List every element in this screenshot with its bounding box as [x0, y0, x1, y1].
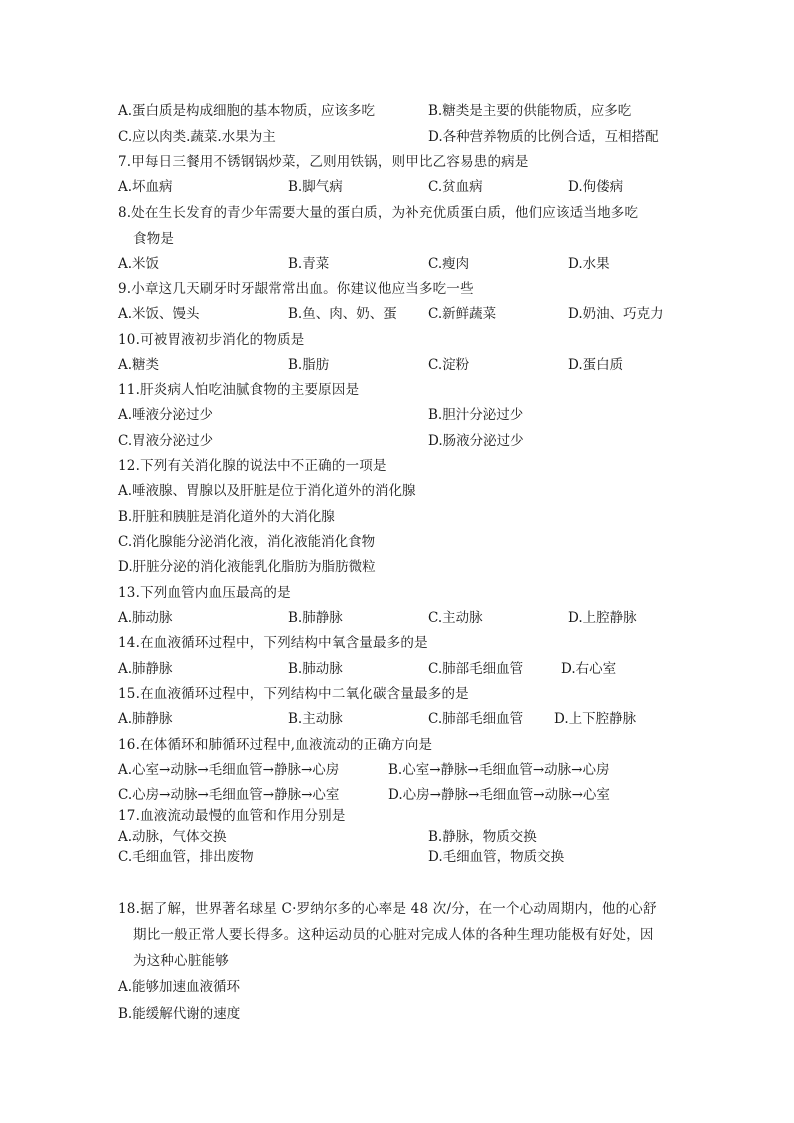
q9-option-c: C.新鲜蔬菜 — [428, 306, 497, 322]
q17-option-d: D.毛细血管，物质交换 — [428, 849, 565, 865]
q12-option-b: B.肝脏和胰脏是消化道外的大消化腺 — [118, 509, 335, 525]
q14-option-c: C.肺部毛细血管 — [428, 661, 524, 677]
q7-option-d: D.佝偻病 — [568, 179, 624, 195]
q7-option-c: C.贫血病 — [428, 179, 483, 195]
q17-option-a: A.动脉，气体交换 — [118, 829, 227, 845]
q8-option-a: A.米饭 — [118, 256, 160, 272]
q11-option-d: D.肠液分泌过少 — [428, 433, 524, 449]
q18-option-b: B.能缓解代谢的速度 — [118, 1006, 241, 1022]
q7-stem: 7.甲每日三餐用不锈钢锅炒菜，乙则用铁锅，则甲比乙容易患的病是 — [118, 154, 529, 170]
q15-option-d: D.上下腔静脉 — [554, 711, 637, 727]
q14-stem: 14.在血液循环过程中，下列结构中氧含量最多的是 — [118, 635, 428, 651]
q16-option-a: A.心室→动脉→毛细血管→静脉→心房 — [118, 762, 340, 778]
q13-option-a: A.肺动脉 — [118, 610, 173, 626]
q6-option-d: D.各种营养物质的比例合适，互相搭配 — [428, 129, 659, 145]
q12-option-a: A.唾液腺、胃腺以及肝脏是位于消化道外的消化腺 — [118, 483, 416, 499]
q10-option-d: D.蛋白质 — [568, 357, 624, 373]
q8-stem-line2: 食物是 — [133, 231, 175, 247]
q6-option-c: C.应以肉类.蔬菜.水果为主 — [118, 129, 276, 145]
q10-option-c: C.淀粉 — [428, 357, 470, 373]
q11-option-a: A.唾液分泌过少 — [118, 407, 214, 423]
q15-stem: 15.在血液循环过程中，下列结构中二氧化碳含量最多的是 — [118, 686, 469, 702]
q15-option-a: A.肺静脉 — [118, 711, 173, 727]
q13-option-b: B.肺静脉 — [288, 610, 343, 626]
q11-stem: 11.肝炎病人怕吃油腻食物的主要原因是 — [118, 382, 360, 398]
q10-stem: 10.可被胃液初步消化的物质是 — [118, 332, 305, 348]
q12-stem: 12.下列有关消化腺的说法中不正确的一项是 — [118, 458, 387, 474]
q13-option-c: C.主动脉 — [428, 610, 483, 626]
q11-option-c: C.胃液分泌过少 — [118, 433, 214, 449]
q17-stem: 17.血液流动最慢的血管和作用分别是 — [118, 808, 346, 824]
q9-stem: 9.小章这几天刷牙时牙龈常常出血。你建议他应当多吃一些 — [118, 281, 474, 297]
q18-stem-line3: 为这种心脏能够 — [133, 953, 229, 969]
q10-option-b: B.脂肪 — [288, 357, 330, 373]
q12-option-c: C.消化腺能分泌消化液，消化液能消化食物 — [118, 534, 376, 550]
q14-option-d: D.右心室 — [561, 661, 617, 677]
q9-option-b: B.鱼、肉、奶、蛋 — [288, 306, 397, 322]
q12-option-d: D.肝脏分泌的消化液能乳化脂肪为脂肪微粒 — [118, 559, 376, 575]
q11-option-b: B.胆汁分泌过少 — [428, 407, 524, 423]
q8-option-d: D.水果 — [568, 256, 610, 272]
q8-option-c: C.瘦肉 — [428, 256, 470, 272]
q8-stem-line1: 8.处在生长发育的青少年需要大量的蛋白质，为补充优质蛋白质，他们应该适当地多吃 — [118, 205, 639, 221]
q15-option-b: B.主动脉 — [288, 711, 343, 727]
q18-stem-line2: 期比一般正常人要长得多。这种运动员的心脏对完成人体的各种生理功能极有好处，因 — [133, 927, 654, 943]
q9-option-d: D.奶油、巧克力 — [568, 306, 664, 322]
q14-option-b: B.肺动脉 — [288, 661, 343, 677]
q6-option-b: B.糖类是主要的供能物质，应多吃 — [428, 103, 632, 119]
q16-option-c: C.心房→动脉→毛细血管→静脉→心室 — [118, 787, 340, 803]
q18-option-a: A.能够加速血液循环 — [118, 979, 241, 995]
q13-stem: 13.下列血管内血压最高的是 — [118, 585, 291, 601]
q7-option-b: B.脚气病 — [288, 179, 343, 195]
q13-option-d: D.上腔静脉 — [568, 610, 637, 626]
q6-option-a: A.蛋白质是构成细胞的基本物质，应该多吃 — [118, 103, 376, 119]
q14-option-a: A.肺静脉 — [118, 661, 173, 677]
q18-stem-line1: 18.据了解，世界著名球星 C·罗纳尔多的心率是 48 次/分，在一个心动周期内，他的心舒 — [118, 901, 657, 917]
q9-option-a: A.米饭、馒头 — [118, 306, 200, 322]
q17-option-c: C.毛细血管，排出废物 — [118, 849, 254, 865]
q16-option-d: D.心房→静脉→毛细血管→动脉→心室 — [388, 787, 610, 803]
q16-stem: 16.在体循环和肺循环过程中,血液流动的正确方向是 — [118, 737, 433, 753]
q15-option-c: C.肺部毛细血管 — [428, 711, 524, 727]
q7-option-a: A.坏血病 — [118, 179, 173, 195]
q8-option-b: B.青菜 — [288, 256, 330, 272]
q16-option-b: B.心室→静脉→毛细血管→动脉→心房 — [388, 762, 610, 778]
q10-option-a: A.糖类 — [118, 357, 160, 373]
q17-option-b: B.静脉，物质交换 — [428, 829, 537, 845]
